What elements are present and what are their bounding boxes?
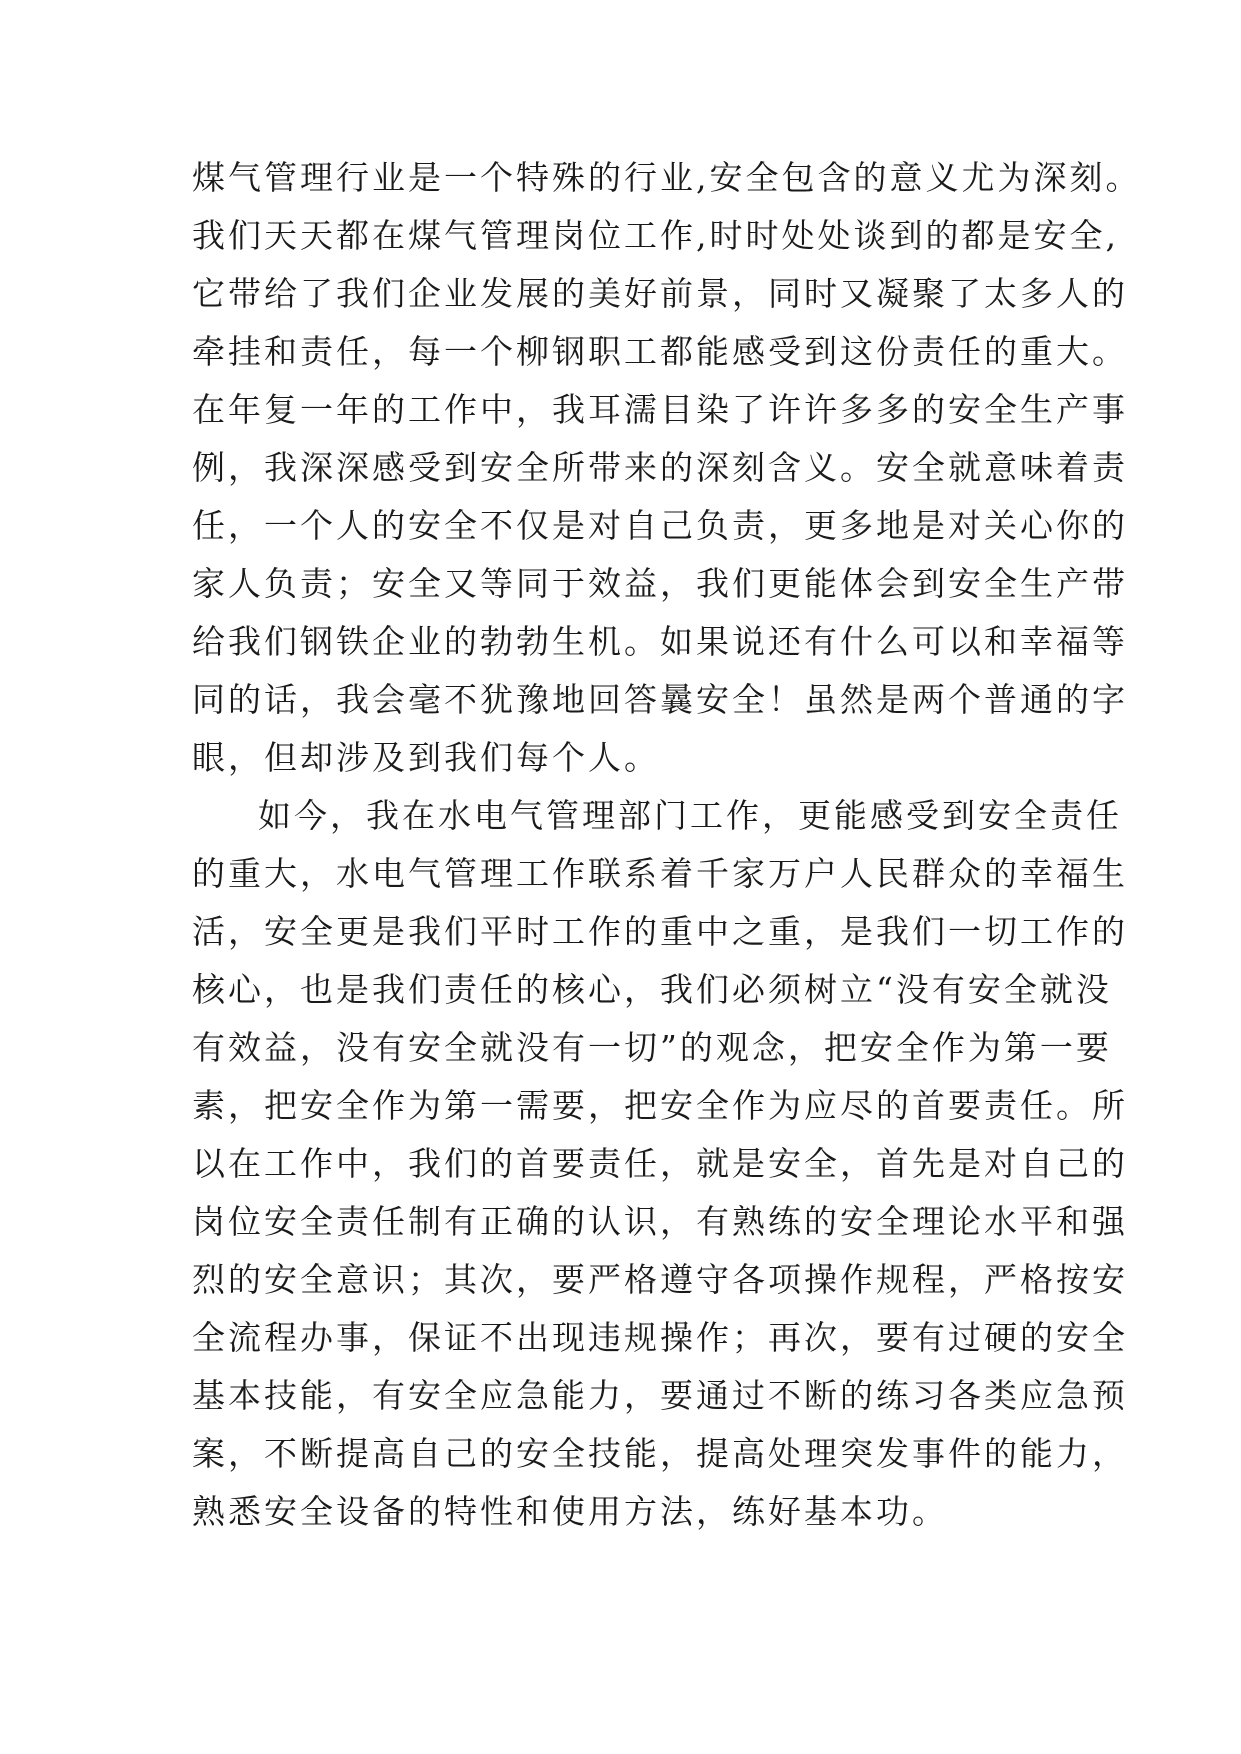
paragraph-2-line-9: 烈的安全意识；其次，要严格遵守各项操作规程，严格按安 <box>192 1260 1128 1299</box>
paragraph-2-line-2: 的重大，水电气管理工作联系着千家万户人民群众的幸福生 <box>192 854 1128 893</box>
paragraph-1-line-6: 例，我深深感受到安全所带来的深刻含义。安全就意味着责 <box>192 448 1128 487</box>
paragraph-2-line-4: 核心，也是我们责任的核心，我们必须树立“没有安全就没 <box>192 970 1112 1009</box>
paragraph-1-line-7: 任，一个人的安全不仅是对自己负责，更多地是对关心你的 <box>192 506 1128 545</box>
paragraph-1-line-4: 牵挂和责任，每一个柳钢职工都能感受到这份责任的重大。 <box>192 332 1128 371</box>
paragraph-2-line-8: 岗位安全责任制有正确的认识，有熟练的安全理论水平和强 <box>192 1202 1128 1241</box>
paragraph-2-line-6: 素，把安全作为第一需要，把安全作为应尽的首要责任。所 <box>192 1086 1128 1125</box>
paragraph-2-line-12: 案，不断提高自己的安全技能，提高处理突发事件的能力， <box>192 1434 1128 1473</box>
paragraph-2-line-3: 活，安全更是我们平时工作的重中之重，是我们一切工作的 <box>192 912 1128 951</box>
paragraph-2-line-5: 有效益，没有安全就没有一切”的观念，把安全作为第一要 <box>192 1028 1112 1067</box>
paragraph-1-line-3: 它带给了我们企业发展的美好前景，同时又凝聚了太多人的 <box>192 274 1128 313</box>
paragraph-2-line-7: 以在工作中，我们的首要责任，就是安全，首先是对自己的 <box>192 1144 1128 1183</box>
paragraph-1-line-9: 给我们钢铁企业的勃勃生机。如果说还有什么可以和幸福等 <box>192 622 1128 661</box>
paragraph-1-line-2: 我们天天都在煤气管理岗位工作,时时处处谈到的都是安全, <box>192 216 1119 255</box>
paragraph-1-line-8: 家人负责；安全又等同于效益，我们更能体会到安全生产带 <box>192 564 1128 603</box>
paragraph-1-line-1: 煤气管理行业是一个特殊的行业,安全包含的意义尤为深刻。 <box>192 158 1142 197</box>
paragraph-2-line-13: 熟悉安全设备的特性和使用方法，练好基本功。 <box>192 1492 948 1531</box>
paragraph-2-line-1: 如今，我在水电气管理部门工作，更能感受到安全责任 <box>258 796 1122 835</box>
paragraph-1-line-5: 在年复一年的工作中，我耳濡目染了许许多多的安全生产事 <box>192 390 1128 429</box>
paragraph-1-line-10: 同的话，我会毫不犹豫地回答曩安全！虽然是两个普通的字 <box>192 680 1128 719</box>
paragraph-2-line-10: 全流程办事，保证不出现违规操作；再次，要有过硬的安全 <box>192 1318 1128 1357</box>
paragraph-2-line-11: 基本技能，有安全应急能力，要通过不断的练习各类应急预 <box>192 1376 1128 1415</box>
paragraph-1-line-11: 眼，但却涉及到我们每个人。 <box>192 738 660 777</box>
